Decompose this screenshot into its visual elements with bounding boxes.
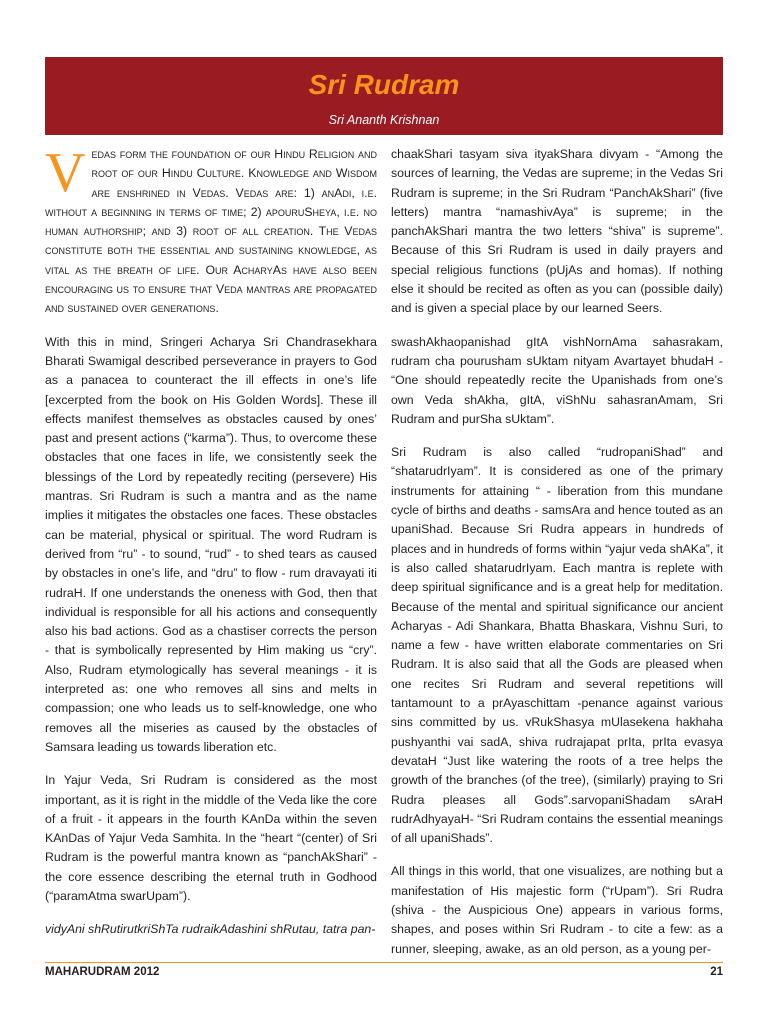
title-banner — [45, 57, 723, 135]
article-author: Sri Ananth Krishnan — [328, 113, 440, 127]
paragraph: All things in this world, that one visualizes, are nothing but a manifestation of His majestic form (“rUpam”). Sri Rudra (shiva - the Auspicious One) appears in various forms, shapes, and poses within Sri Rudram - to cite a few: as a runner, sleeping, awake, as an old person, as a young per- — [391, 864, 723, 956]
paragraph: Sri Rudram is also called “rudropaniShad” and “shatarudrIyam”. It is considered as one of the primary instruments for attaining “ - liberation from this mundane cycle of births and deaths - samsAra and hence touted as an upaniShad. Because Sri Rudra appears in hundreds of places and in hundreds of forms within “yajur veda shAKa”, it is also called shatarudrIyam. Each mantra is replete with deep spiritual significance and is a great help for meditation. Because of the mental and spiritual significance our ancient Acharyas - Adi Shankara, Bhatta Bhaskara, Vishnu Suri, to name a few - have written elaborate commentaries on Sri Rudram. It is also said that all the Gods are pleased when one recites Sri Rudram and several repetitions will tantamount to a prAyaschittam -penance against various sins committed by us. vRukShasya mUlasekena hakhaha pushyanthi vai sadA, shiva rudrajapat prIta, prIta evasya devataH “Just like watering the roots of a tree helps the growth of the branches (of the tree), (similarly) praying to Sri Rudra pleases all Gods”.sarvopaniShadam sAraH rudrAdhyayaH- “Sri Rudram contains the essential meanings of all upaniShads”. — [391, 445, 723, 846]
paragraph: In Yajur Veda, Sri Rudram is considered as the most important, as it is right in the middle of the Veda like the core of a fruit - it appears in the fourth KAnDa within the seven KAnDas of Yajur Veda Samhita. In the “heart “(center) of Sri Rudram is the powerful mantra known as “panchAkShari” - the core essence describing the eternal truth in Godhood (“paramAtma swarUpam”). — [45, 773, 377, 903]
paragraph: swashAkhaopanishad gItA vishNornAma sahasrakam, rudram cha pourusham sUktam nityam Avartayet bhudaH - “One should repeatedly recite the Upanishads from one’s own Veda shAkha, gItA, viShNu sahasranAmam, Sri Rudram and purSha sUktam”. — [391, 334, 723, 426]
paragraph: vidyAni shRutirutkriShTa rudraikAdashini shRutau, tatra pan- — [45, 922, 376, 937]
left-column — [45, 142, 377, 954]
footer-divider — [45, 962, 723, 963]
right-column — [391, 145, 723, 973]
article-title: Sri Rudram — [308, 69, 460, 100]
paragraph: chaakShari tasyam siva ityakShara divyam - “Among the sources of learning, the Vedas are supreme; in the Vedas Sri Rudram is supreme; in the Sri Rudram “PanchAkShari” (five letters) mantra “namashivAya” is supreme; in the panchAkShari mantra the two letters “shiva” is supreme”. Because of this Sri Rudram is used in daily prayers and special religious functions (pUjAs and homas). If nothing else it should be recited as often as you can (possible daily) and is given a special place by our learned Seers. — [391, 147, 723, 316]
footer-publication: MAHARUDRAM 2012 — [45, 966, 160, 978]
drop-cap: V — [45, 142, 86, 204]
page-number: 21 — [710, 966, 723, 978]
paragraph: With this in mind, Sringeri Acharya Sri Chandrasekhara Bharati Swamigal described perseverance in prayers to God as a panacea to counteract the ill effects in one’s life [excerpted from the book on His Golden Words]. These ill effects manifest themselves as obstacles caused by ones’ past and present actions (“karma”). Thus, to overcome these obstacles that one faces in life, we consistently seek the blessings of the Lord by repeatedly reciting (persevere) His mantras. Sri Rudram is such a mantra and as the name implies it mitigates the obstacles one faces. These obstacles can be material, physical or spiritual. The word Rudram is derived from “ru” - to sound, “rud” - to shed tears as caused by obstacles in one’s life, and “dru” to flow - rum dravayati iti rudraH. If one understands the oneness with God, then that individual is responsible for all his actions and consequently also his bad actions. God as a chastiser corrects the person - that is symbolically represented by Him making us “cry”. Also, Rudram etymologically has several meanings - it is interpreted as: one who removes all sins and melts in compassion; one who leads us to self-knowledge, one who removes all the miseries as caused by the obstacles of Samsara leading us towards liberation etc. — [45, 334, 377, 754]
paragraph-text: edas form the foundation of our Hindu Religion and root of our Hindu Culture. Knowledge and Wisdom are enshrined in Vedas. Vedas are: 1) anAdi, i.e. without a beginning in terms of time; 2) apouruSheya, i.e. no human authorship; and 3) root of all creation. The Vedas constitute both the essential and sustaining knowledge, as vital as the breath of life. Our AcharyAs have also been encouraging us to ensure that Veda mantras are propagated and sustained over generations. — [45, 147, 377, 316]
paragraph — [45, 142, 377, 319]
